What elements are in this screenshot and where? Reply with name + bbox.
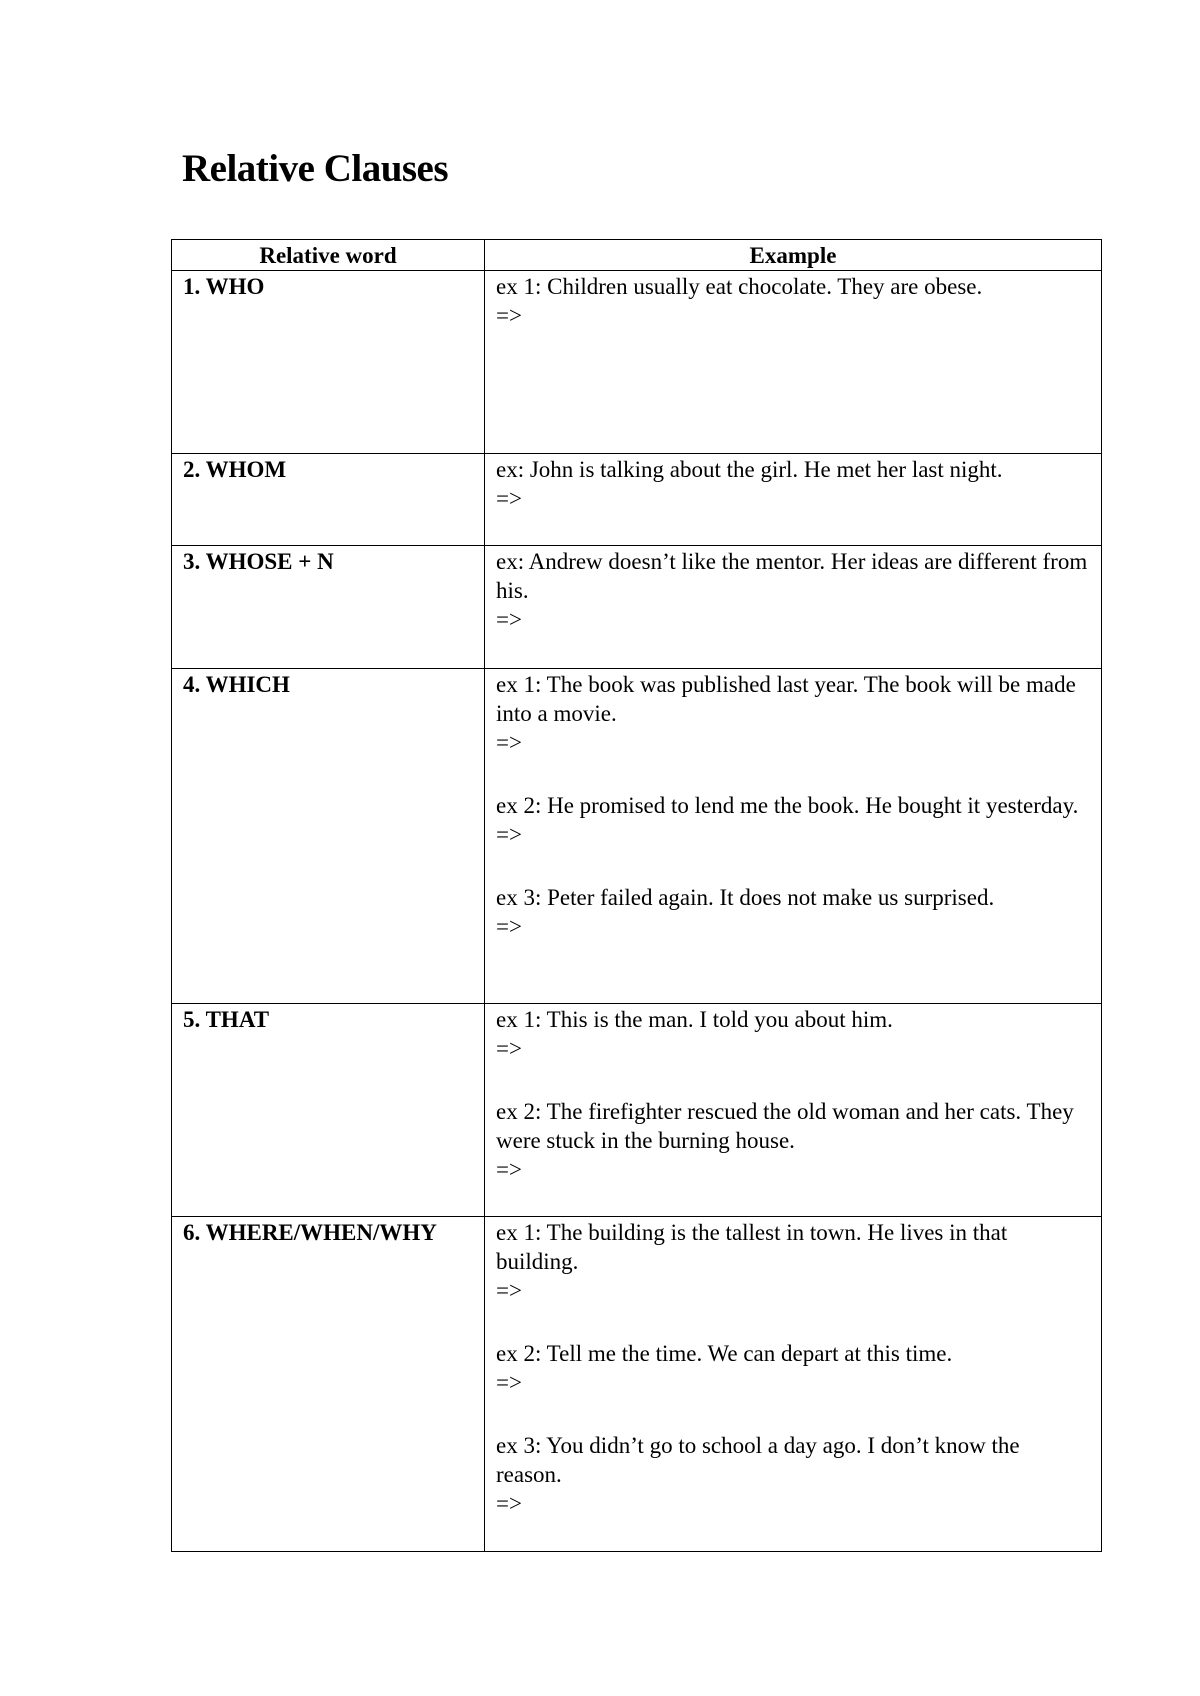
spacer (496, 849, 1090, 883)
example-cell (485, 1217, 1102, 1552)
table-row (172, 1004, 1102, 1217)
answer-arrow: => (496, 1157, 522, 1182)
example-cell (485, 454, 1102, 546)
spacer (496, 1305, 1090, 1339)
header-example: Example (485, 240, 1102, 271)
answer-arrow: => (496, 1370, 522, 1395)
table-row (172, 546, 1102, 669)
table-row (172, 669, 1102, 1004)
example-text: ex 1: This is the man. I told you about him. (496, 1007, 893, 1032)
answer-arrow: => (496, 303, 522, 328)
answer-arrow: => (496, 914, 522, 939)
table-row (172, 1217, 1102, 1552)
relative-clauses-table (171, 239, 1102, 1552)
example-cell (485, 669, 1102, 1004)
answer-arrow: => (496, 822, 522, 847)
answer-arrow: => (496, 607, 522, 632)
example-text: ex 1: Children usually eat chocolate. They are obese. (496, 274, 983, 299)
relative-word-cell: 2. WHOM (172, 454, 485, 546)
example-text: ex 2: The firefighter rescued the old woman and her cats. They were stuck in the burning house. (496, 1099, 1074, 1153)
relative-word-cell: 3. WHOSE + N (172, 546, 485, 669)
example-cell (485, 546, 1102, 669)
example-cell (485, 271, 1102, 454)
table-header-row (172, 240, 1102, 271)
example-text: ex 2: Tell me the time. We can depart at this time. (496, 1341, 953, 1366)
example-text: ex 2: He promised to lend me the book. He bought it yesterday. (496, 793, 1079, 818)
relative-word-cell: 1. WHO (172, 271, 485, 454)
answer-arrow: => (496, 1278, 522, 1303)
example-text: ex 1: The building is the tallest in town. He lives in that building. (496, 1220, 1008, 1274)
example-text: ex 3: You didn’t go to school a day ago. I don’t know the reason. (496, 1433, 1020, 1487)
example-cell (485, 1004, 1102, 1217)
table-row (172, 454, 1102, 546)
relative-word-cell: 6. WHERE/WHEN/WHY (172, 1217, 485, 1552)
example-text: ex 1: The book was published last year. The book will be made into a movie. (496, 672, 1076, 726)
relative-word-cell: 5. THAT (172, 1004, 485, 1217)
relative-word-cell: 4. WHICH (172, 669, 485, 1004)
answer-arrow: => (496, 1036, 522, 1061)
example-text: ex: John is talking about the girl. He met her last night. (496, 457, 1003, 482)
spacer (496, 757, 1090, 791)
answer-arrow: => (496, 486, 522, 511)
header-relative-word: Relative word (172, 240, 485, 271)
answer-arrow: => (496, 1491, 522, 1516)
answer-arrow: => (496, 730, 522, 755)
example-text: ex 3: Peter failed again. It does not make us surprised. (496, 885, 995, 910)
spacer (496, 1397, 1090, 1431)
spacer (496, 1063, 1090, 1097)
page-title: Relative Clauses (182, 147, 449, 190)
example-text: ex: Andrew doesn’t like the mentor. Her ideas are different from his. (496, 549, 1088, 603)
table-row (172, 271, 1102, 454)
